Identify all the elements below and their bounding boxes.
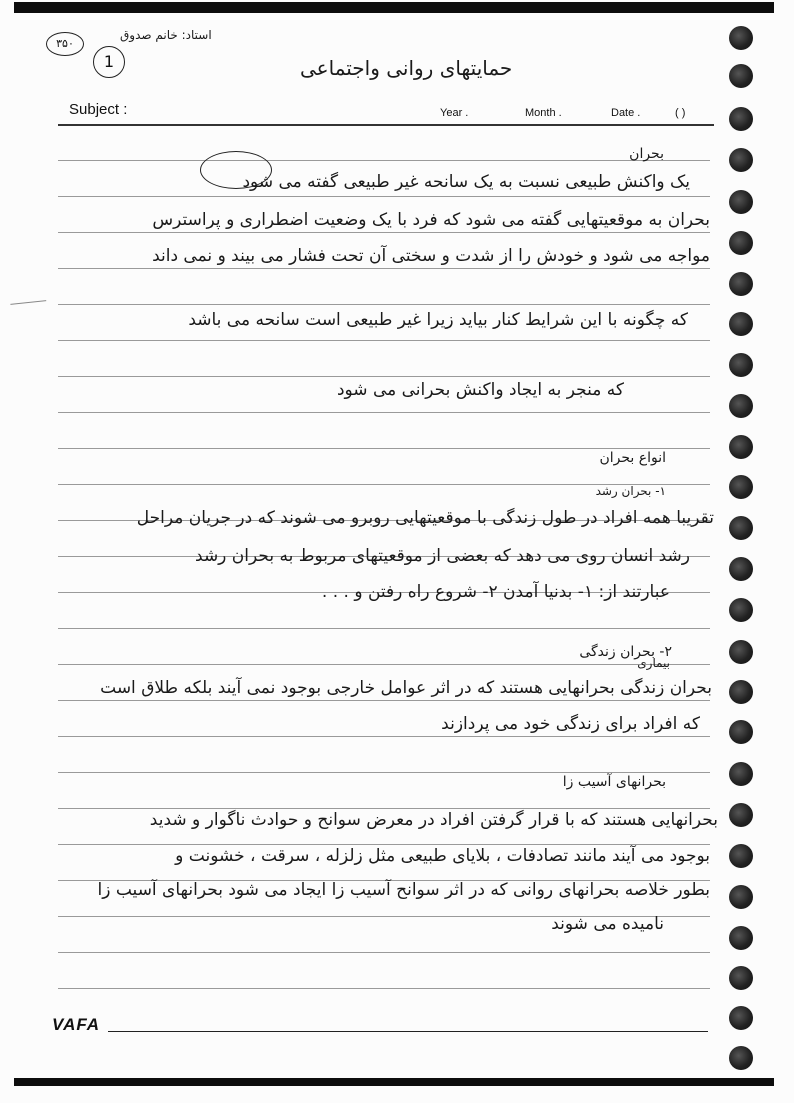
spiral-hole (729, 1046, 753, 1070)
type2-insert: بیماری (637, 656, 670, 670)
type1-line-2: رشد انسان روی می دهد که بعضی از موقعیتهای مربوط به بحران رشد (195, 546, 690, 566)
spiral-hole (729, 475, 753, 499)
spiral-hole (729, 598, 753, 622)
type3-heading: بحرانهای آسیب زا (562, 774, 666, 790)
footer-line (108, 1031, 708, 1032)
spiral-hole (729, 557, 753, 581)
ruled-line (58, 448, 710, 449)
ruled-line (58, 700, 710, 701)
spiral-hole (729, 435, 753, 459)
ruled-line (58, 196, 710, 197)
ruled-line (58, 808, 710, 809)
spiral-hole (729, 1006, 753, 1030)
type3-line-1: بحرانهایی هستند که با قرار گرفتن افراد در معرض سوانح و حوادث ناگوار و شدید (149, 810, 718, 830)
heading-bohran: بحران (629, 146, 664, 162)
page-stamp: ۳۵۰ (46, 32, 84, 56)
ruled-line (58, 340, 710, 341)
spiral-hole (729, 640, 753, 664)
type3-line-2: بوجود می آیند مانند تصادفات ، بلایای طبیعی مثل زلزله ، سرقت ، خشونت و (175, 846, 710, 866)
margin-scribble (10, 294, 47, 305)
spiral-hole (729, 26, 753, 50)
header-rule (58, 124, 714, 126)
ruled-line (58, 952, 710, 953)
spiral-hole (729, 803, 753, 827)
spiral-hole (729, 231, 753, 255)
ruled-line (58, 664, 710, 665)
spiral-hole (729, 966, 753, 990)
type1-line-3: عبارتند از: ۱- بدنیا آمدن ۲- شروع راه رفتن و . . . (321, 582, 670, 602)
year-label: Year . (440, 107, 469, 119)
bottom-border (14, 1078, 774, 1086)
ruled-line (58, 844, 710, 845)
month-label: Month . (525, 107, 562, 119)
body-line-1: یک واکنش طبیعی نسبت به یک سانحه غیر طبیعی گفته می شود (242, 172, 690, 192)
subject-label: Subject : (69, 101, 128, 118)
types-heading: انواع بحران (599, 450, 666, 466)
spiral-hole (729, 107, 753, 131)
ruled-line (58, 988, 710, 989)
paren-label: ( ) (675, 107, 686, 119)
ruled-line (58, 772, 710, 773)
body-line-5: که منجر به ایجاد واکنش بحرانی می شود (336, 380, 624, 400)
page-title: حمایتهای روانی واجتماعی (300, 56, 513, 80)
spiral-hole (729, 312, 753, 336)
ruled-line (58, 412, 710, 413)
type3-line-3: بطور خلاصه بحرانهای روانی که در اثر سوانح آسیب زا ایجاد می شود بحرانهای آسیب زا (97, 880, 710, 900)
type1-heading: ۱- بحران رشد (595, 484, 666, 498)
ruled-line (58, 628, 710, 629)
brand-logo: VAFA (52, 1015, 101, 1034)
spiral-hole (729, 353, 753, 377)
ruled-line (58, 160, 710, 161)
date-label: Date . (611, 107, 641, 119)
spiral-hole (729, 272, 753, 296)
type2-line-2: که افراد برای زندگی خود می پردازند (441, 714, 700, 734)
spiral-hole (729, 844, 753, 868)
spiral-hole (729, 148, 753, 172)
spiral-hole (729, 720, 753, 744)
page-number: 1 (93, 46, 125, 78)
spiral-hole (729, 516, 753, 540)
spiral-hole (729, 64, 753, 88)
spiral-hole (729, 885, 753, 909)
ruled-line (58, 268, 710, 269)
type2-line-1: بحران زندگی بحرانهایی هستند که در اثر عوامل خارجی بوجود نمی آیند بلکه طلاق است (100, 678, 712, 698)
type2-heading: ۲- بحران زندگی (579, 644, 672, 660)
ruled-line (58, 736, 710, 737)
ruled-line (58, 376, 710, 377)
ruled-line (58, 232, 710, 233)
body-line-2: بحران به موقعیتهایی گفته می شود که فرد با یک وضعیت اضطراری و پراسترس (152, 210, 710, 230)
spiral-hole (729, 680, 753, 704)
type3-line-4: نامیده می شوند (551, 914, 664, 934)
teacher-note: استاد: خانم صدوق (120, 28, 212, 42)
ruled-line (58, 304, 710, 305)
spiral-hole (729, 190, 753, 214)
body-line-4: که چگونه با این شرایط کنار بیاید زیرا غیر طبیعی است سانحه می باشد (188, 310, 688, 330)
body-line-3: مواجه می شود و خودش را از شدت و سختی آن تحت فشار می بیند و نمی داند (152, 246, 710, 266)
spiral-hole (729, 762, 753, 786)
spiral-hole (729, 926, 753, 950)
top-border (14, 2, 774, 13)
spiral-hole (729, 394, 753, 418)
type1-line-1: تقریبا همه افراد در طول زندگی با موقعیتهایی روبرو می شوند که در جریان مراحل (136, 508, 714, 528)
